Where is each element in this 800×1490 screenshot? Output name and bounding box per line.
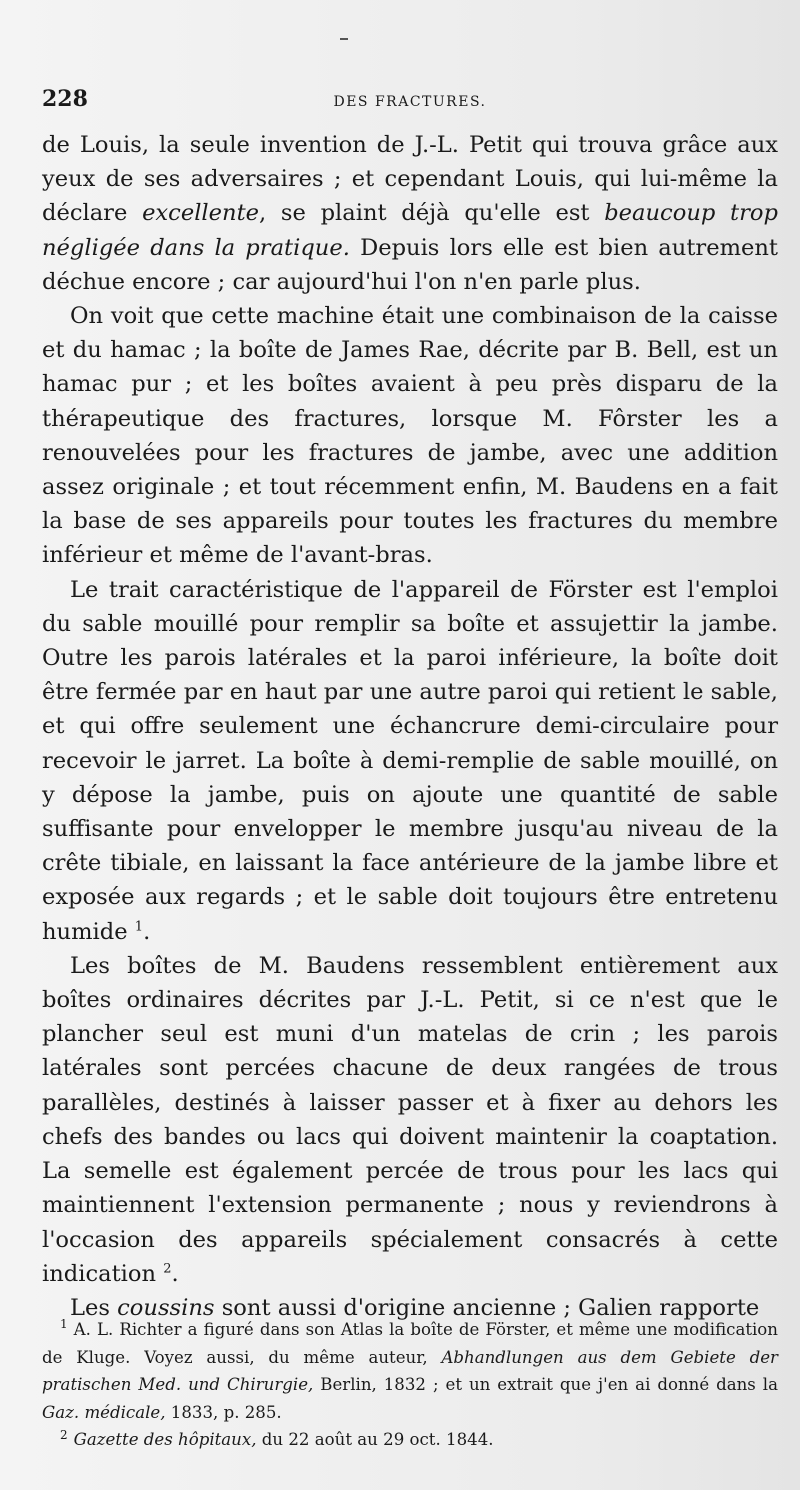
italic-text: excellente (142, 200, 260, 227)
footnotes (42, 1316, 778, 1454)
paragraph (42, 299, 778, 573)
footnote-mark: 1 (60, 1317, 68, 1332)
page-number: 228 (42, 86, 88, 112)
text-run: A. L. Richter a figuré dans son Atlas la boîte de Förster, et même une modification de Kluge. Voyez aussi, du même auteur, (42, 1320, 778, 1367)
italic-text: Abhandlungen aus dem Gebiete der pratischen Med. und Chirurgie, (42, 1347, 778, 1395)
text-run: . (171, 1260, 179, 1287)
text-run: Les boîtes de M. Baudens ressemblent entièrement aux boîtes ordinaires décrites par J.-L. Petit, si ce n'est que le plancher seul est muni d'un matelas de crin ; les parois latérales sont percées chacune de deux rangées de trous parallèles, destinés à laisser passer et à fixer au dehors les chefs des bandes ou lacs qui doivent maintenir la coaptation. La semelle est également percée de trous pour les lacs qui maintiennent l'extension permanente ; nous y reviendrons à l'occasion des appareils spécialement consacrés à cette indication (42, 952, 778, 1287)
text-run: 1833, p. 285. (165, 1402, 282, 1422)
italic-text: beaucoup trop négligée dans la pratique. (42, 200, 778, 261)
paragraph (42, 573, 778, 949)
text-run: Le trait caractéristique de l'appareil de Förster est l'emploi du sable mouillé pour remplir sa boîte et assujettir la jambe. Outre les parois latérales et la paroi inférieure, la boîte doit être fermée par en haut par une autre paroi qui retient le sable, et qui offre seulement une échancrure demi-circulaire pour recevoir le jarret. La boîte à demi-remplie de sable mouillé, on y dépose la jambe, puis on ajoute une quantité de sable suffisante pour envelopper le membre jusqu'au niveau de la crête tibiale, en laissant la face antérieure de la jambe libre et exposée aux regards ; et le sable doit toujours être entretenu humide (42, 576, 778, 945)
body-text (42, 128, 778, 1325)
italic-text: Gaz. médicale, (42, 1402, 166, 1422)
text-run: Berlin, 1832 ; et un extrait que j'en ai donné dans la (313, 1375, 778, 1395)
text-run: On voit que cette machine était une combinaison de la caisse et du hamac ; la boîte de James Rae, décrite par B. Bell, est un hamac pur ; et les boîtes avaient à peu près disparu de la thérapeutique des fractures, lorsque M. Fôrster les a renouvelées pour les fractures de jambe, avec une addition assez originale ; et tout récemment enfin, M. Baudens en a fait la base de ses appareils pour toutes les fractures du membre inférieur et même de l'avant-bras. (42, 303, 778, 569)
footnote (42, 1426, 778, 1454)
footnote-reference: 1 (134, 919, 144, 935)
paragraph (42, 128, 778, 299)
text-run: . (143, 918, 151, 945)
text-run: Les (70, 1294, 118, 1321)
text-run: sont aussi d'origine ancienne ; Galien rapporte (214, 1294, 760, 1321)
text-run: de Louis, la seule invention de J.-L. Petit qui trouva grâce aux yeux de ses adversaires ; et cependant Louis, qui lui-même la déclare (42, 132, 778, 227)
italic-text: coussins (117, 1294, 215, 1321)
running-head: DES FRACTURES. (333, 94, 487, 110)
italic-text: Gazette des hôpitaux, (73, 1430, 257, 1450)
text-run: , se plaint déjà qu'elle est (259, 200, 605, 227)
footnote (42, 1316, 778, 1426)
page-header (42, 86, 778, 116)
text-run: du 22 août au 29 oct. 1844. (256, 1430, 494, 1450)
printer-mark (340, 38, 348, 40)
footnote-reference: 2 (163, 1261, 172, 1277)
footnote-mark: 2 (60, 1427, 68, 1442)
paragraph (42, 949, 778, 1291)
text-run: Depuis lors elle est bien autrement déchue encore ; car aujourd'hui l'on n'en parle plus. (42, 234, 778, 295)
